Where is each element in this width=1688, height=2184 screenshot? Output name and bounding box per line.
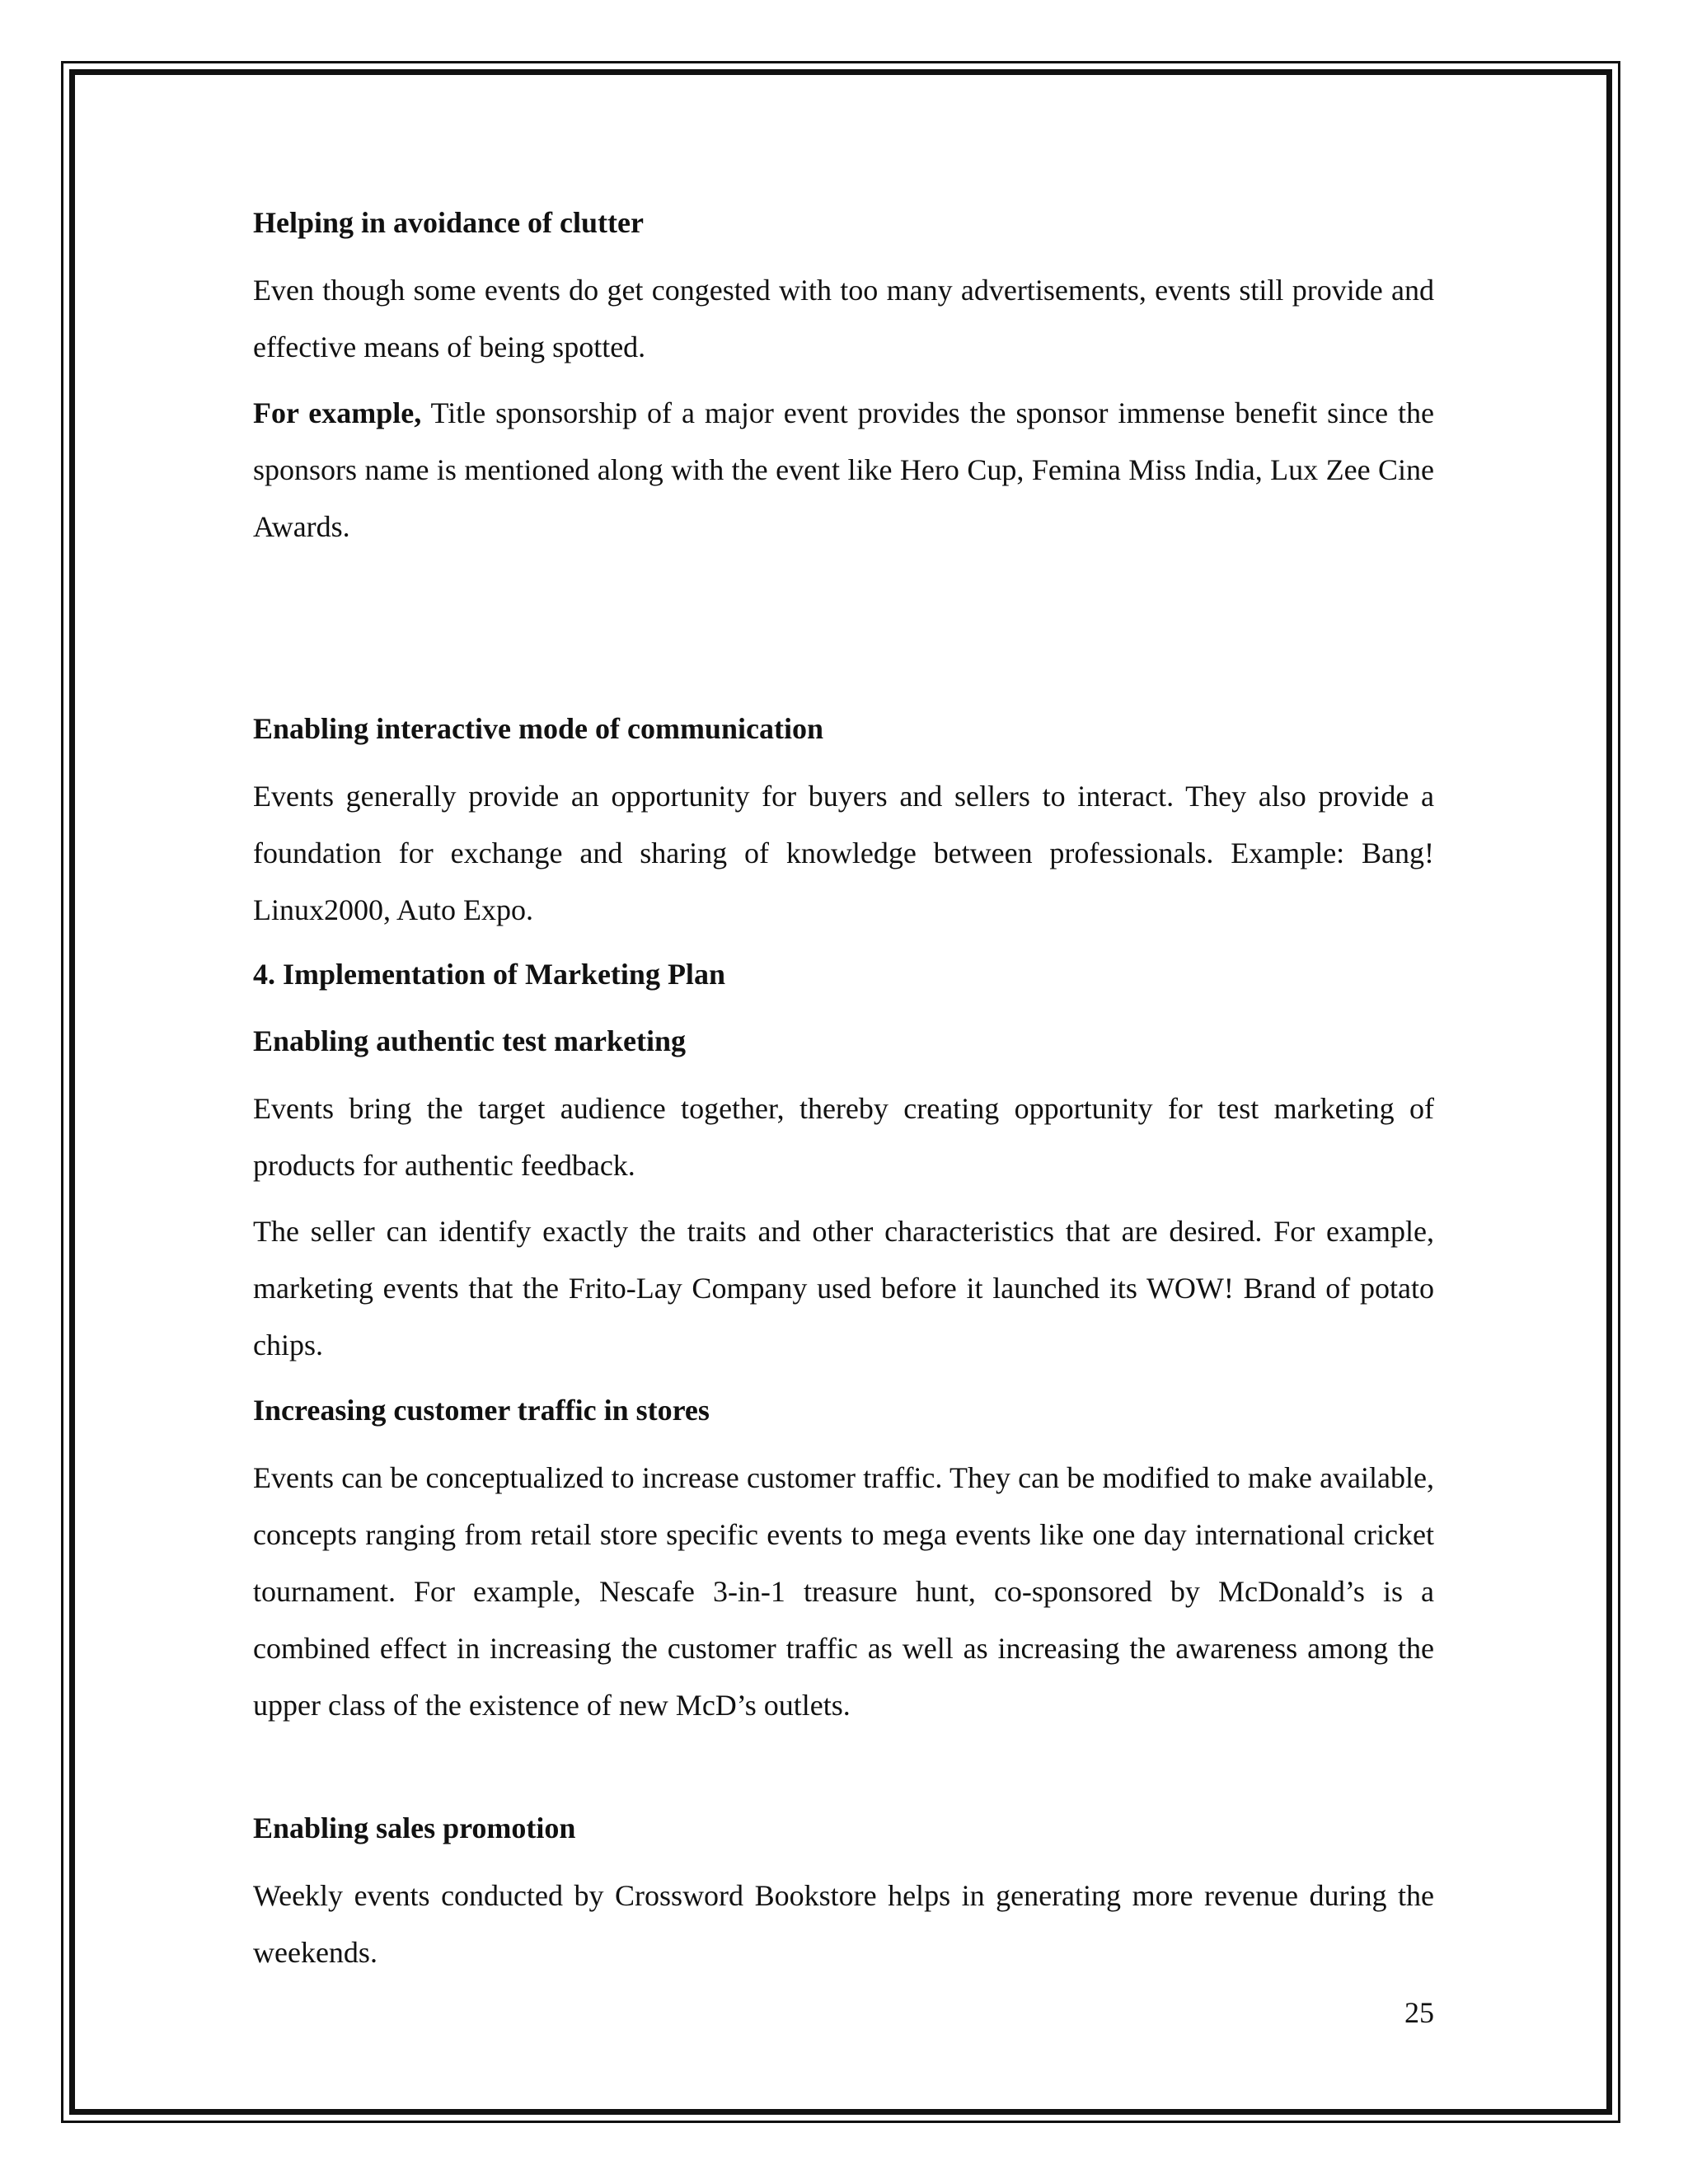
heading-customer-traffic: Increasing customer traffic in stores xyxy=(253,1394,710,1427)
example-text: Title sponsorship of a major event provides the sponsor immense benefit since the sponsors name is mentioned along with the event like Hero Cup, Femina Miss India, Lux Zee Cine Awards. xyxy=(253,396,1435,543)
heading-implementation-marketing-plan: 4. Implementation of Marketing Plan xyxy=(253,958,725,991)
paragraph-clutter: Even though some events do get congested with too many advertisements, events still provide and effective means of being spotted. xyxy=(253,274,1434,363)
paragraph-customer-traffic: Events can be conceptualized to increase customer traffic. They can be modified to make available, concepts ranging from retail store specific events to mega events like one day international cricket tournament. For example, Nescafe 3-in-1 treasure hunt, co-sponsored by McDonald’s is a combined effect in increasing the customer traffic as well as increasing the awareness among the upper class of the existence of new McD’s outlets. xyxy=(253,1461,1434,1722)
paragraph-test-marketing-example: The seller can identify exactly the traits and other characteristics that are desired. For example, marketing events that the Frito-Lay Company used before it launched its WOW! Brand of potato chips. xyxy=(253,1215,1434,1361)
heading-interactive-communication: Enabling interactive mode of communication xyxy=(253,712,823,745)
paragraph-interactive: Events generally provide an opportunity for buyers and sellers to interact. They also provide a foundation for exchange and sharing of knowledge between professionals. Example: Bang! Linux2000, Auto Expo. xyxy=(253,780,1434,926)
heading-avoidance-of-clutter: Helping in avoidance of clutter xyxy=(253,206,644,239)
page-number: 25 xyxy=(1404,1996,1434,2029)
paragraph-clutter-example xyxy=(253,385,1434,555)
paragraph-sales-promotion: Weekly events conducted by Crossword Bookstore helps in generating more revenue during the weekends. xyxy=(253,1879,1434,1969)
heading-authentic-test-marketing: Enabling authentic test marketing xyxy=(253,1024,687,1057)
paragraph-test-marketing: Events bring the target audience together, thereby creating opportunity for test marketing of products for authentic feedback. xyxy=(253,1092,1434,1182)
example-label: For example, xyxy=(253,396,422,429)
heading-sales-promotion: Enabling sales promotion xyxy=(253,1811,576,1844)
